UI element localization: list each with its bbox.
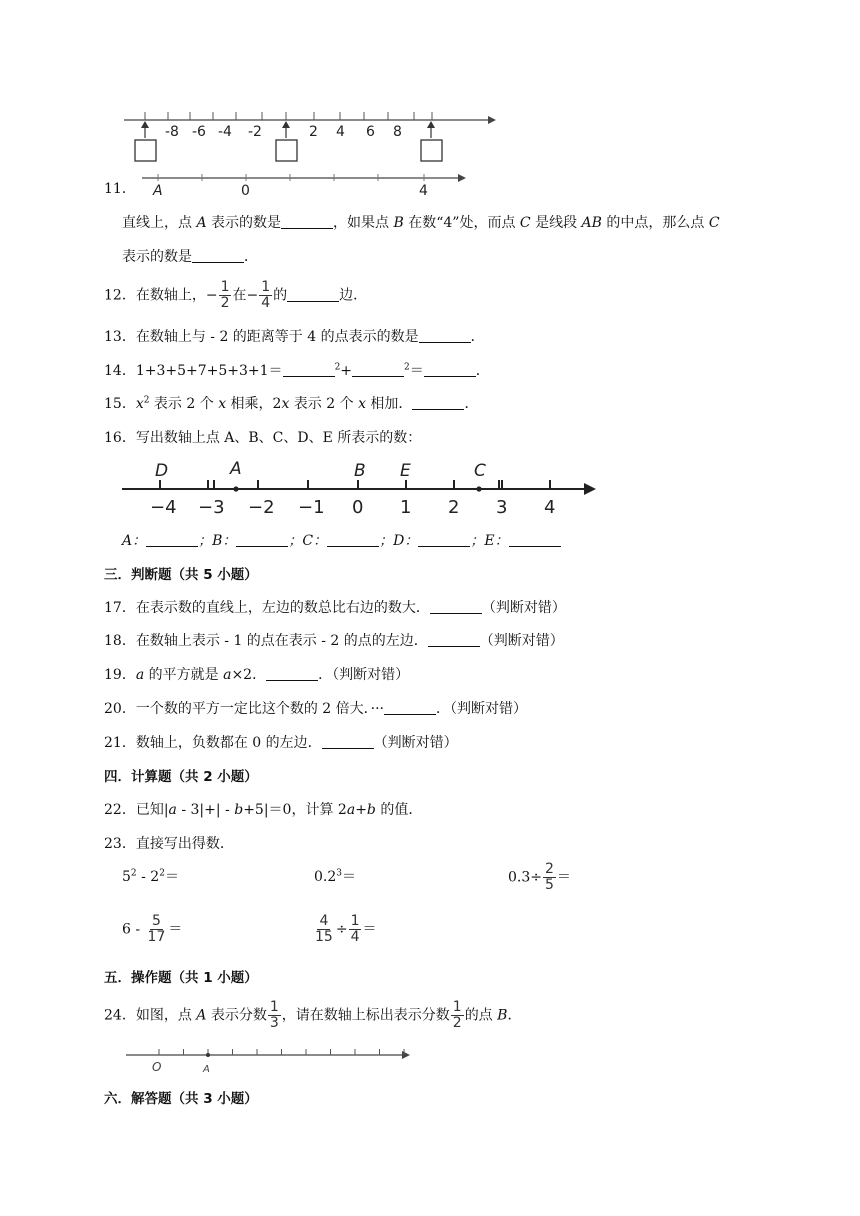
q19-blank[interactable]: [266, 666, 318, 681]
q14-blank3[interactable]: [424, 362, 476, 377]
section-3-heading: 三．判断题（共 5 小题）: [104, 567, 258, 583]
q16-blank-a[interactable]: [146, 532, 198, 547]
q16-tick-label: −1: [298, 497, 325, 518]
q11-top-tick-label: -8: [165, 124, 179, 140]
section-5-heading: 五．操作题（共 1 小题）: [104, 970, 258, 986]
q17: 17．在表示数的直线上，左边的数总比右边的数大． （判断对错）: [104, 600, 566, 616]
q14-blank1[interactable]: [283, 362, 335, 377]
q12: 12．在数轴上，− $\frac{1}{2}$ 在− $\frac{1}{4}$ 的 边．: [104, 279, 368, 311]
q11-arrowhead: [427, 121, 435, 128]
q14: 14．1+3+5+7+5+3+1＝ $^2$+ $^2$＝ ．: [104, 362, 490, 379]
q23-text: 23．直接写出得数．: [104, 836, 234, 852]
q12-frac1: $\frac{1}{2}$: [220, 279, 230, 311]
q19: 19．a 的平方就是 a×2． ．（判断对错）: [104, 667, 410, 683]
q16-tick-label: 2: [448, 497, 460, 518]
q13-blank[interactable]: [419, 328, 471, 343]
q16-point-d: D: [155, 461, 169, 481]
q16-tick-label: −2: [248, 497, 275, 518]
q20: 20．一个数的平方一定比这个数的 2 倍大．··· ．（判断对错）: [104, 701, 527, 717]
q14-blank2[interactable]: [352, 362, 404, 377]
q11-answer-box: [135, 140, 156, 161]
q11-arrow-number-line: [118, 100, 502, 170]
q11-label-zero: 0: [241, 183, 250, 198]
q24-label-a: A: [203, 1064, 210, 1075]
q16-number-line: [118, 452, 598, 518]
q11-blank-a[interactable]: [281, 214, 333, 229]
q16-tick-label: −3: [198, 497, 225, 518]
q23-expr3: 0.3÷ $\frac{2}{5}$ ＝: [508, 861, 571, 893]
q11-arrowhead: [282, 121, 290, 128]
section-4-heading: 四．计算题（共 2 小题）: [104, 769, 258, 785]
q16-tick-label: −4: [150, 497, 177, 518]
q11-label-a: A: [153, 183, 163, 198]
q11-top-tick-label: -2: [248, 124, 262, 140]
q16-point-e: E: [400, 461, 411, 481]
q16-blank-c[interactable]: [327, 532, 379, 547]
section-6-heading: 六．解答题（共 3 小题）: [104, 1091, 258, 1107]
q11-text-line2: 表示的数是 ．: [122, 249, 258, 265]
q23-expr1: $5^2 - 2^2=$: [122, 868, 179, 885]
q11-top-tick-label: 8: [393, 124, 402, 140]
q15: 15．$x^2$ 表示 2 个 x 相乘，2x 表示 2 个 x 相加． ．: [104, 395, 479, 412]
q16-blank-e[interactable]: [509, 532, 561, 547]
q18: 18．在数轴上表示 - 1 的点在表示 - 2 的点的左边． （判断对错）: [104, 633, 564, 649]
q23-expr5: $\frac{4}{15}$ ÷ $\frac{1}{4}$ ＝: [315, 913, 377, 945]
q16-blank-b[interactable]: [236, 532, 288, 547]
q11-ab-number-line: [140, 172, 470, 198]
q11-number: 11．: [104, 181, 136, 197]
q11-text-line1: 直线上，点 A 表示的数是 ，如果点 B 在数“4”处，而点 C 是线段 AB 的中点，那么点 C: [122, 215, 720, 231]
q16-tick-label: 4: [544, 497, 556, 518]
q23-expr2: $0.2^3=$: [314, 868, 356, 885]
q16-point-a: A: [230, 459, 242, 479]
q18-blank[interactable]: [428, 632, 480, 647]
q13: 13．在数轴上与 - 2 的距离等于 4 的点表示的数是 ．: [104, 329, 485, 345]
q11-answer-box: [421, 140, 442, 161]
q11-label-four: 4: [419, 183, 428, 198]
q11-top-tick-label: 6: [366, 124, 375, 140]
q24-number-line: [124, 1038, 414, 1076]
q23-expr4: 6 - $\frac{5}{17}$ ＝: [122, 913, 183, 945]
q21: 21．数轴上，负数都在 0 的左边． （判断对错）: [104, 735, 458, 751]
q11-top-tick-label: -6: [192, 124, 206, 140]
q11-top-tick-label: -4: [218, 124, 232, 140]
q24-label-o: O: [152, 1060, 162, 1074]
q16-point-c: C: [474, 461, 486, 481]
q12-frac2: $\frac{1}{4}$: [261, 279, 271, 311]
q16-tick-label: 1: [400, 497, 412, 518]
q17-blank[interactable]: [430, 599, 482, 614]
q16-point-b: B: [354, 461, 366, 481]
q11-answer-box: [276, 140, 297, 161]
q11-arrowhead: [141, 121, 149, 128]
q16-blank-d[interactable]: [418, 532, 470, 547]
q16-text: 16．写出数轴上点 A、B、C、D、E 所表示的数：: [104, 430, 422, 446]
q21-blank[interactable]: [322, 734, 374, 749]
q11-top-tick-label: 4: [336, 124, 345, 140]
q11-blank-c[interactable]: [192, 248, 244, 263]
q16-tick-label: 0: [352, 497, 364, 518]
q22: 22．已知|a - 3|+| - b+5|＝0，计算 2a+b 的值．: [104, 802, 423, 818]
q24: 24．如图，点 A 表示分数 $\frac{1}{3}$ ，请在数轴上标出表示分数 $\frac{1}{2}$ 的点 B．: [104, 999, 522, 1031]
q11-top-tick-label: 2: [309, 124, 318, 140]
q15-blank[interactable]: [412, 395, 464, 410]
q20-blank[interactable]: [384, 700, 436, 715]
q16-answers: A： ；B： ；C： ；D： ；E：: [122, 530, 561, 550]
q16-tick-label: 3: [496, 497, 508, 518]
q12-blank[interactable]: [287, 287, 339, 302]
